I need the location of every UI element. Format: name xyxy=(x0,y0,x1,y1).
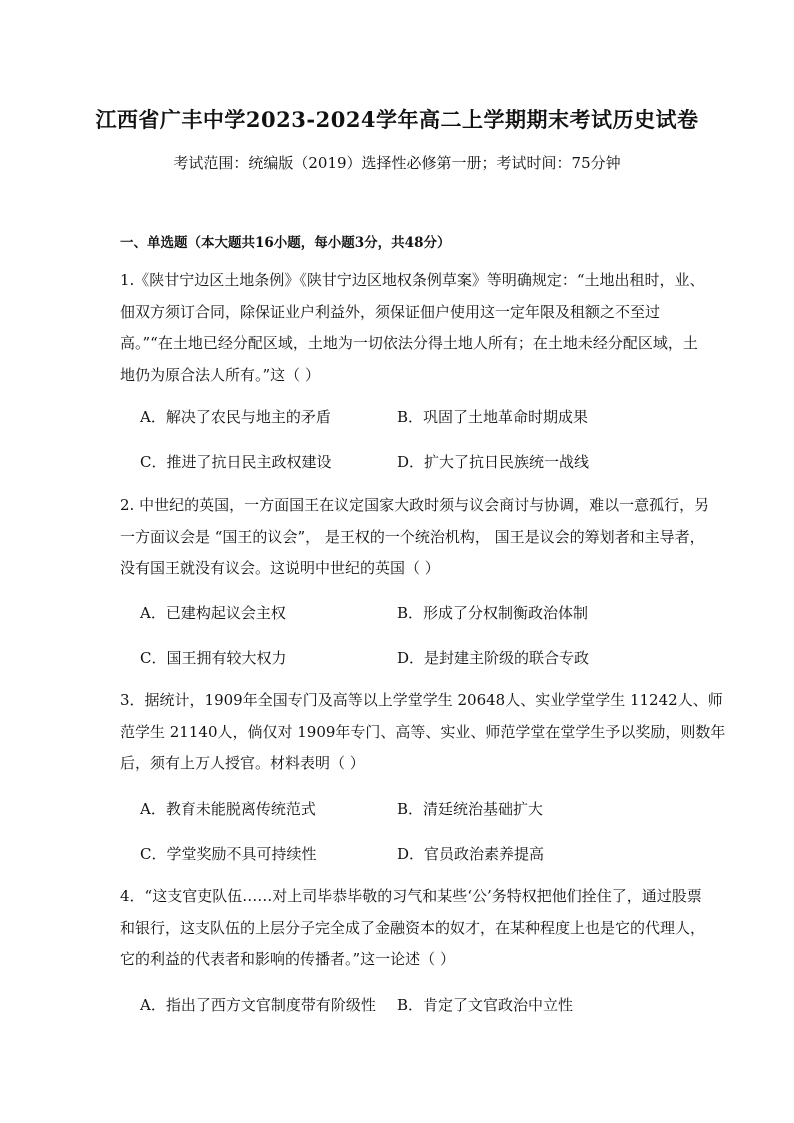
option-a[interactable]: A．解决了农民与地主的矛盾 xyxy=(140,408,331,426)
question-line: 没有国王就没有议会。这说明中世纪的英国（ ） xyxy=(120,559,440,577)
question-line: 一方面议会是 “国王的议会”， 是王权的一个统治机构， 国王是议会的筹划者和主导者， xyxy=(120,527,705,546)
question-2 xyxy=(120,490,710,585)
option-d[interactable]: D．扩大了抗日民族统一战线 xyxy=(397,453,590,471)
option-a[interactable]: A．教育未能脱离传统范式 xyxy=(140,800,316,818)
question-line: 它的利益的代表者和影响的传播者。”这一论述（ ） xyxy=(120,950,455,968)
question-line: 2. 中世纪的英国，一方面国王在议定国家大政时须与议会商讨与协调，难以一意孤行，另 xyxy=(120,496,710,514)
option-a[interactable]: A．指出了西方文官制度带有阶级性 xyxy=(140,996,376,1014)
option-c[interactable]: C．学堂奖励不具可持续性 xyxy=(140,845,317,863)
question-line: 高。”“在土地已经分配区域，土地为一切依法分得土地人所有；在土地未经分配区域，土 xyxy=(120,334,698,352)
option-d[interactable]: D．官员政治素养提高 xyxy=(397,845,545,863)
option-d[interactable]: D．是封建主阶级的联合专政 xyxy=(397,649,590,667)
option-c[interactable]: C．国王拥有较大权力 xyxy=(140,649,287,667)
question-line: 地仍为原合法人所有。”这（ ） xyxy=(120,365,320,384)
question-line: 1.《陕甘宁边区土地条例》《陕甘宁边区地权条例草案》等明确规定：“土地出租时，业、 xyxy=(120,271,705,289)
option-b[interactable]: B．清廷统治基础扩大 xyxy=(397,800,544,818)
option-c[interactable]: C．推进了抗日民主政权建设 xyxy=(140,453,332,471)
question-line: 范学生 21140人，倘仅对 1909年专门、高等、实业、师范学堂在堂学生予以奖励，则数年 xyxy=(120,722,726,741)
exam-title: 江西省广丰中学2023-2024学年高二上学期期末考试历史试卷 xyxy=(95,107,699,132)
option-b[interactable]: B．形成了分权制衡政治体制 xyxy=(397,604,589,622)
option-b[interactable]: B．巩固了土地革命时期成果 xyxy=(397,408,589,426)
option-b[interactable]: B．肯定了文官政治中立性 xyxy=(397,996,574,1014)
section-heading: 一、单选题（本大题共16小题，每小题3分，共48分） xyxy=(120,235,451,251)
question-line: 后，须有上万人授官。材料表明（ ） xyxy=(120,754,365,772)
question-line: 3．据统计，1909年全国专门及高等以上学堂学生 20648人、实业学堂学生 11242人、师 xyxy=(120,691,723,709)
question-1 xyxy=(120,265,705,391)
question-line: 佃双方须订合同，除保证业户利益外，须保证佃户使用这一定年限及租额之不至过 xyxy=(120,302,661,321)
question-line: 和银行，这支队伍的上层分子完全成了金融资本的奴才，在某种程度上也是它的代理人， xyxy=(120,918,706,937)
exam-subtitle: 考试范围：统编版（2019）选择性必修第一册；考试时间：75分钟 xyxy=(173,154,621,172)
question-3 xyxy=(120,685,726,780)
option-a[interactable]: A．已建构起议会主权 xyxy=(140,604,286,622)
question-line: 4．“这支官吏队伍……对上司毕恭毕敬的习气和某些‘公’务特权把他们拴住了，通过股票 xyxy=(120,887,702,905)
question-4 xyxy=(120,881,706,976)
